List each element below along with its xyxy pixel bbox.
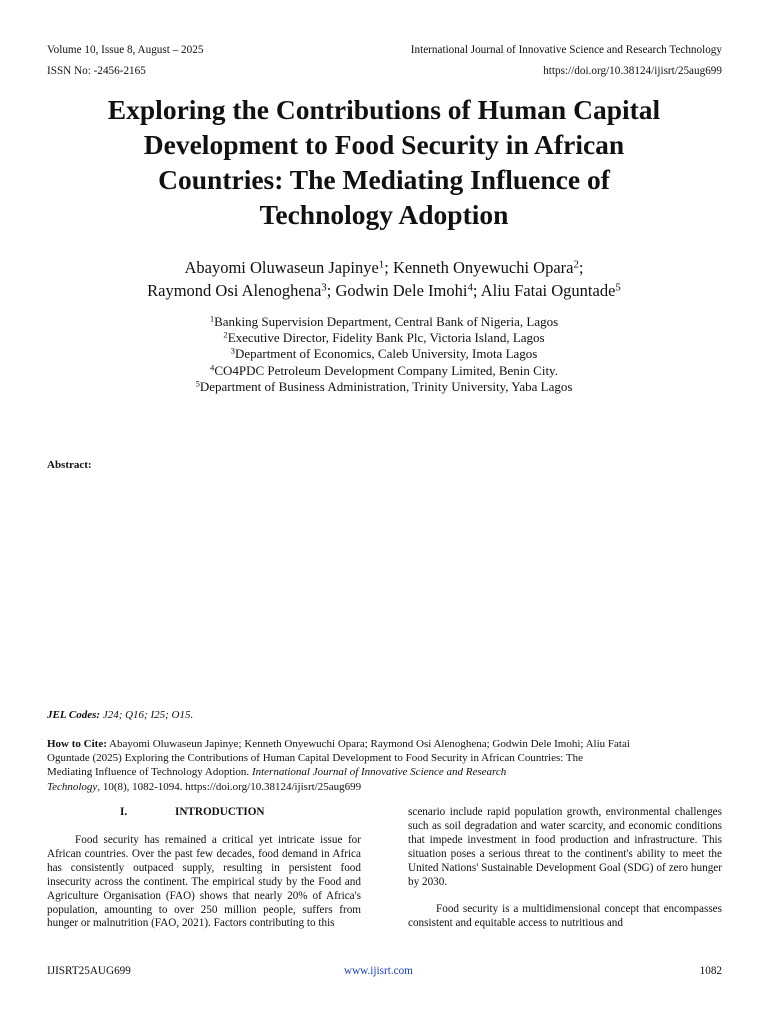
author-name: Godwin Dele Imohi [335, 281, 468, 300]
footer-id: IJISRT25AUG699 [47, 965, 131, 977]
affiliation-sup: 4 [210, 362, 215, 373]
cite-journal: International Journal of Innovative Science and Research [251, 766, 507, 779]
cite-line: Mediating Influence of Technology Adoption. [47, 766, 250, 779]
affiliation [40, 363, 728, 379]
body-paragraph: Food security is a multidimensional concept that encompasses consistent and equitable access to nutritious and [408, 903, 722, 930]
author-sup: 1 [378, 258, 385, 271]
author-sup: 4 [467, 281, 473, 294]
affiliation-text: Department of Economics, Caleb University, Imota Lagos [234, 346, 538, 362]
paper-title [40, 92, 728, 232]
author-name: Kenneth Onyewuchi Opara [392, 258, 574, 277]
title-line: Development to Food Security in African [143, 129, 625, 160]
author-sup: 5 [615, 281, 621, 294]
section-heading [120, 806, 265, 818]
cite-label: How to Cite: [47, 738, 107, 750]
affiliation [40, 330, 728, 346]
affiliation-text: Banking Supervision Department, Central Bank of Nigeria, Lagos [214, 314, 559, 329]
jel-label: JEL Codes: [47, 709, 101, 721]
affiliation-text: Department of Business Administration, Trinity University, Yaba Lagos [199, 378, 573, 394]
author-sup: 3 [321, 281, 327, 294]
affiliation [40, 346, 728, 362]
affiliation-list [40, 314, 728, 395]
author-list: Abayomi Oluwaseun Japinye$^1$; Kenneth Onyewuchi Opara$^2$; Raymond Osi Alenoghena$^3$; Godwin Dele Imohi$^4$; Aliu Fatai Oguntade$^5$ [147, 258, 621, 300]
affiliation-text: CO4PDC Petroleum Development Company Limited, Benin City. [214, 362, 558, 378]
jel-codes [47, 709, 193, 721]
affiliation-text: Executive Director, Fidelity Bank Plc, Victoria Island, Lagos [227, 330, 545, 346]
footer-website-link[interactable]: www.ijisrt.com [344, 965, 413, 977]
author-name: Raymond Osi Alenoghena [147, 281, 322, 300]
section-number: I. [120, 806, 128, 818]
body-paragraph: Food security has remained a critical yet intricate issue for African countries. Over the past few decades, food demand in Africa has consistently outpaced supply, resulting in persistent food insecurity across the continent. The empirical study by the Food and Agriculture Organisation (FAO) shows that nearly 20% of Africa's population, amounting to over 250 million people, suffers from hunger or malnutrition (FAO, 2021). Factors contributing to this [47, 834, 361, 930]
title-line: Exploring the Contributions of Human Capital [107, 94, 661, 125]
author-name: Abayomi Oluwaseun Japinye [184, 258, 379, 277]
volume-info: Volume 10, Issue 8, August – 2025 [47, 44, 204, 56]
abstract-label: Abstract: [47, 459, 92, 471]
affiliation-sup: 3 [230, 346, 235, 357]
title-line: Countries: The Mediating Influence of [158, 164, 610, 195]
affiliation-sup: 5 [195, 378, 200, 389]
journal-name: International Journal of Innovative Science and Research Technology [410, 44, 722, 56]
affiliation-sup: 2 [223, 329, 228, 340]
author-sup: 2 [573, 258, 579, 271]
affiliation-sup: 1 [209, 313, 215, 324]
cite-details: , 10(8), 1082-1094. https://doi.org/10.38124/ijisrt/25aug699 [97, 780, 362, 793]
cite-journal: Technology [47, 780, 98, 793]
title-line: Technology Adoption [259, 199, 509, 230]
body-paragraph: scenario include rapid population growth, environmental challenges such as soil degradation and water scarcity, and economic conditions that impede investment in food production and infrastructure. This situation poses a serious threat to the continent's ability to meet the United Nations' Sustainable Development Goal (SDG) of zero hunger by 2030. [408, 806, 722, 888]
affiliation [40, 314, 728, 330]
page-number: 1082 [699, 965, 722, 977]
right-column [408, 806, 722, 931]
cite-line: Abayomi Oluwaseun Japinye; Kenneth Onyewuchi Opara; Raymond Osi Alenoghena; Godwin Dele Imohi; Aliu Fatai [109, 738, 630, 750]
header-doi: https://doi.org/10.38124/ijisrt/25aug699 [543, 65, 722, 77]
issn: ISSN No: -2456-2165 [47, 65, 146, 77]
left-column [47, 834, 361, 931]
author-name: Aliu Fatai Oguntade [480, 281, 616, 300]
section-title: INTRODUCTION [175, 806, 265, 818]
affiliation [40, 379, 728, 395]
jel-values: J24; Q16; I25; O15. [102, 709, 194, 721]
how-to-cite [47, 737, 722, 794]
cite-line: Oguntade (2025) Exploring the Contributions of Human Capital Development to Food Security in African Countries: The [47, 752, 583, 765]
